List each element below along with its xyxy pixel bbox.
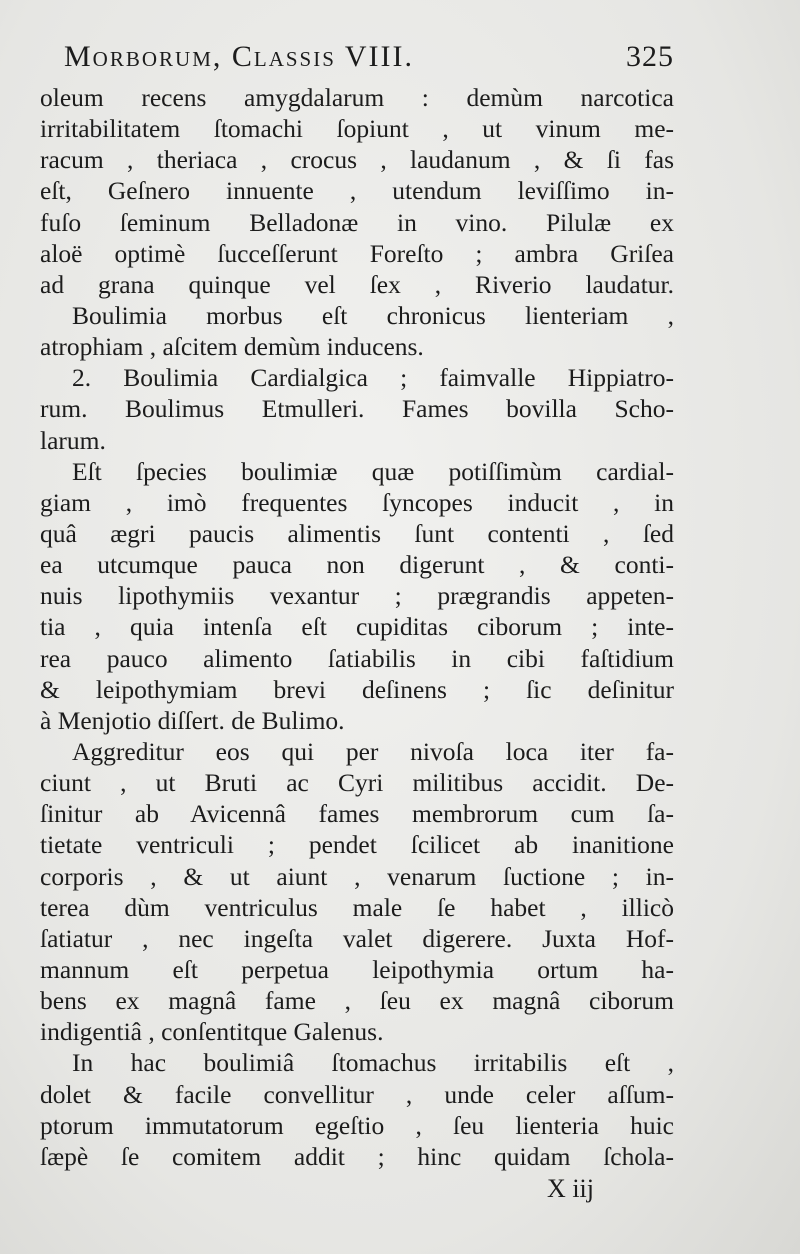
- text-line: Eſt ſpecies boulimiæ quæ potiſſimùm cardial-: [72, 456, 674, 486]
- text-line: nuis lipothymiis vexantur ; prægrandis appeten-: [40, 581, 674, 611]
- page-text-block: [40, 40, 674, 1206]
- text-line: atrophiam , aſcitem demùm inducens.: [40, 332, 424, 362]
- text-line: tia , quia intenſa eſt cupiditas ciborum ; inte-: [40, 612, 674, 642]
- text-line: rea pauco alimento ſatiabilis in cibi faſtidium: [40, 643, 674, 673]
- text-line: larum.: [40, 425, 106, 455]
- text-line: ciunt , ut Bruti ac Cyri militibus accidit. De-: [40, 768, 674, 798]
- running-header: [40, 40, 674, 82]
- page-number: 325: [626, 40, 674, 73]
- text-line: à Menjotio diſſert. de Bulimo.: [40, 705, 345, 735]
- running-title: Morborum, Classis VIII.: [64, 40, 414, 73]
- text-line: terea dùm ventriculus male ſe habet , illicò: [40, 892, 674, 922]
- text-line: ſæpè ſe comitem addit ; hinc quidam ſchola-: [40, 1141, 674, 1171]
- signature-mark: X iij: [547, 1173, 594, 1203]
- text-line: dolet & facile convellitur , unde celer aſſum-: [40, 1079, 674, 1109]
- text-line: Boulimia morbus eſt chronicus lienteriam ,: [72, 300, 674, 330]
- text-line: racum , theriaca , crocus , laudanum , & ſi fas: [40, 145, 674, 175]
- text-line: corporis , & ut aiunt , venarum ſuctione ; in-: [40, 861, 674, 891]
- text-line: & leipothymiam brevi deſinens ; ſic deſinitur: [40, 674, 674, 704]
- text-line: irritabilitatem ſtomachi ſopiunt , ut vinum me-: [40, 114, 674, 144]
- text-line: quâ ægri paucis alimentis ſunt contenti , ſed: [40, 518, 674, 548]
- body-text: [40, 82, 674, 1172]
- text-line: tietate ventriculi ; pendet ſcilicet ab inanitione: [40, 830, 674, 860]
- text-line: 2. Boulimia Cardialgica ; faimvalle Hippiatro-: [72, 363, 674, 393]
- text-line: indigentiâ , conſentitque Galenus.: [40, 1017, 384, 1047]
- text-line: bens ex magnâ fame , ſeu ex magnâ ciborum: [40, 986, 674, 1016]
- text-line: rum. Boulimus Etmulleri. Fames bovilla Scho-: [40, 394, 674, 424]
- text-line: aloë optimè ſucceſſerunt Foreſto ; ambra Griſea: [40, 238, 674, 268]
- text-line: eſt, Geſnero innuente , utendum leviſſimo in-: [40, 176, 674, 206]
- text-line: Aggreditur eos qui per nivoſa loca iter fa-: [72, 736, 674, 766]
- text-line: In hac boulimiâ ſtomachus irritabilis eſt ,: [72, 1048, 674, 1078]
- text-line: mannum eſt perpetua leipothymia ortum ha-: [40, 954, 674, 984]
- text-line: ſinitur ab Avicennâ fames membrorum cum ſa-: [40, 799, 674, 829]
- text-line: ſatiatur , nec ingeſta valet digerere. Juxta Hof-: [40, 923, 674, 953]
- text-line: giam , imò frequentes ſyncopes inducit , in: [40, 487, 674, 517]
- text-line: fuſo ſeminum Belladonæ in vino. Pilulæ ex: [40, 207, 674, 237]
- text-line: oleum recens amygdalarum : demùm narcotica: [40, 83, 674, 112]
- text-line: ea utcumque pauca non digerunt , & conti-: [40, 550, 674, 580]
- text-line: ad grana quinque vel ſex , Riverio laudatur.: [40, 269, 674, 299]
- text-line: ptorum immutatorum egeſtio , ſeu lienteria huic: [40, 1110, 674, 1140]
